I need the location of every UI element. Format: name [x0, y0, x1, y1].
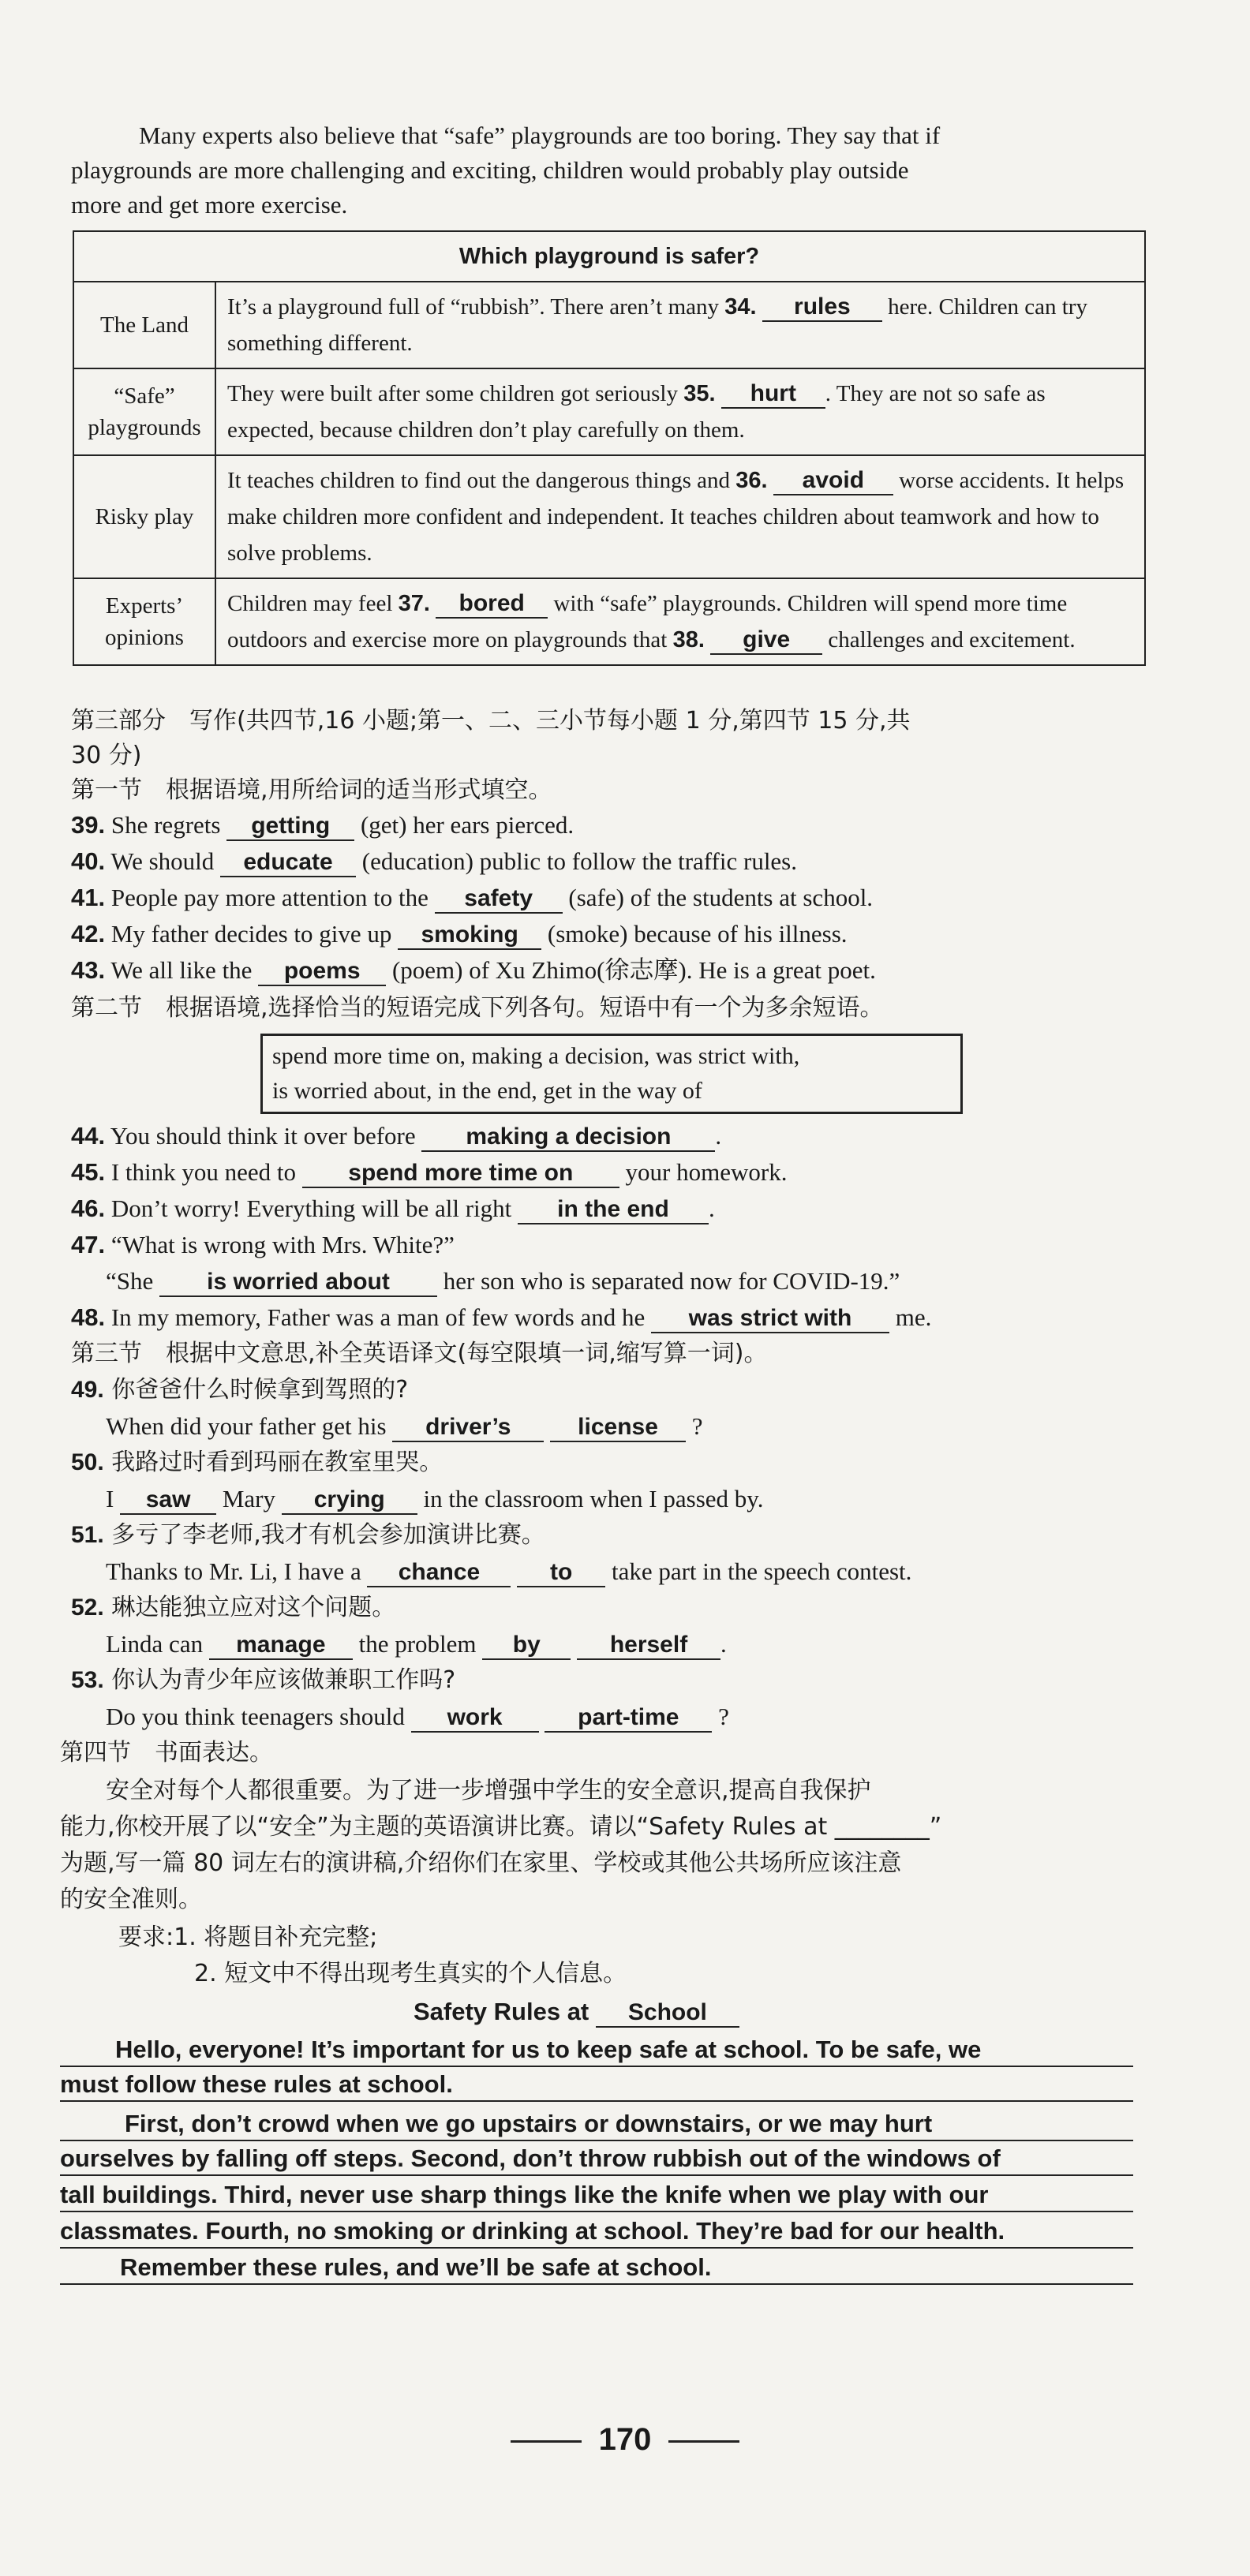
playground-table	[73, 230, 1146, 666]
row-content: It teaches children to find out the dangerous things and 36. avoid worse accidents. It helps make children more confident and independent. It teaches children about teamwork and how to solve problems.	[215, 455, 1145, 578]
intro-line-2: playgrounds are more challenging and exciting, children would probably play outside	[71, 156, 909, 184]
answer-50b[interactable]: crying	[282, 1486, 417, 1515]
answer-39[interactable]: getting	[226, 813, 354, 841]
answer-52c[interactable]: herself	[577, 1632, 720, 1660]
writing-prompt-3: 为题,写一篇 80 词左右的演讲稿,介绍你们在家里、学校或其他公共场所应该注意	[60, 1849, 902, 1877]
answer-51b[interactable]: to	[517, 1559, 605, 1587]
answer-40[interactable]: educate	[220, 849, 356, 877]
question-39: 39. She regrets getting (get) her ears pierced.	[71, 808, 1160, 843]
answer-42[interactable]: smoking	[398, 922, 541, 950]
answer-50a[interactable]: saw	[120, 1486, 216, 1515]
answer-43[interactable]: poems	[258, 958, 386, 986]
answer-41[interactable]: safety	[435, 885, 563, 914]
question-42: 42. My father decides to give up smoking (smoke) because of his illness.	[71, 917, 1160, 952]
intro-line-3: more and get more exercise.	[71, 191, 348, 219]
section-2-heading: 第二节 根据语境,选择恰当的短语完成下列各句。短语中有一个为多余短语。	[71, 994, 884, 1022]
question-51: Thanks to Mr. Li, I have a chance to take part in the speech contest.	[106, 1554, 1195, 1589]
table-row	[73, 455, 1145, 578]
row-content: It’s a playground full of “rubbish”. There aren’t many 34. rules here. Children can try something different.	[215, 282, 1145, 368]
answer-49a[interactable]: driver’s	[392, 1414, 544, 1442]
answer-45[interactable]: spend more time on	[302, 1160, 619, 1188]
part3-heading: 第三部分 写作(共四节,16 小题;第一、二、三小节每小题 1 分,第四节 15 分,共	[71, 707, 911, 735]
question-41: 41. People pay more attention to the safety (safe) of the students at school.	[71, 880, 1160, 915]
essay-line: classmates. Fourth, no smoking or drinking at school. They’re bad for our health.	[60, 2215, 1133, 2249]
answer-37[interactable]: bored	[436, 590, 548, 619]
page-number-dash-left	[511, 2440, 582, 2443]
row-label: Experts’ opinions	[73, 578, 215, 665]
row-content: They were built after some children got seriously 35. hurt . They are not so safe as expected, because children don’t play carefully on them.	[215, 368, 1145, 455]
answer-52a[interactable]: manage	[209, 1632, 353, 1660]
answer-46[interactable]: in the end	[518, 1196, 709, 1224]
answer-36[interactable]: avoid	[773, 467, 893, 495]
writing-requirement-1: 要求:1. 将题目补充完整;	[118, 1924, 378, 1951]
question-43: 43. We all like the poems (poem) of Xu Zhimo(徐志摩). He is a great poet.	[71, 953, 1160, 988]
answer-53a[interactable]: work	[411, 1704, 539, 1733]
question-44: 44. You should think it over before making a decision .	[71, 1119, 1160, 1153]
question-53: Do you think teenagers should work part-time ?	[106, 1699, 1195, 1734]
answer-34[interactable]: rules	[762, 293, 882, 322]
row-label: Risky play	[73, 455, 215, 578]
essay-title-answer[interactable]: School	[596, 1999, 739, 2028]
answer-48[interactable]: was strict with	[651, 1305, 889, 1333]
question-49-cn: 49. 你爸爸什么时候拿到驾照的?	[71, 1376, 409, 1404]
answer-38[interactable]: give	[710, 626, 822, 655]
essay-title: Safety Rules at School	[414, 1995, 1250, 2029]
phrase-box: spend more time on, making a decision, was strict with, is worried about, in the end, get in the way of	[260, 1034, 963, 1114]
question-47-reply: “She is worried about her son who is separated now for COVID-19.”	[106, 1264, 1195, 1299]
answer-35[interactable]: hurt	[721, 380, 825, 409]
essay-line: must follow these rules at school.	[60, 2069, 1133, 2102]
question-51-cn: 51. 多亏了李老师,我才有机会参加演讲比赛。	[71, 1521, 545, 1549]
answer-49b[interactable]: license	[550, 1414, 686, 1442]
essay-line: Hello, everyone! It’s important for us to keep safe at school. To be safe, we	[60, 2034, 1133, 2067]
question-46: 46. Don’t worry! Everything will be all right in the end .	[71, 1191, 1160, 1226]
intro-line-1: Many experts also believe that “safe” playgrounds are too boring. They say that if	[139, 122, 941, 149]
answer-52b[interactable]: by	[482, 1632, 571, 1660]
table-title: Which playground is safer?	[73, 231, 1145, 282]
row-label: “Safe” playgrounds	[73, 368, 215, 455]
essay-line: tall buildings. Third, never use sharp things like the knife when we play with our	[60, 2179, 1133, 2212]
table-row	[73, 368, 1145, 455]
answer-44[interactable]: making a decision	[421, 1123, 715, 1152]
question-49: When did your father get his driver’s license ?	[106, 1409, 1195, 1444]
question-52: Linda can manage the problem by herself .	[106, 1627, 1195, 1662]
answer-53b[interactable]: part-time	[545, 1704, 712, 1733]
question-53-cn: 53. 你认为青少年应该做兼职工作吗?	[71, 1666, 456, 1694]
row-label: The Land	[73, 282, 215, 368]
writing-prompt-4: 的安全准则。	[60, 1886, 202, 1913]
part3-heading-cont: 30 分)	[71, 742, 142, 769]
section-4-heading: 第四节 书面表达。	[60, 1739, 273, 1767]
question-47: 47. “What is wrong with Mrs. White?”	[71, 1231, 455, 1258]
page-number-dash-right	[668, 2440, 739, 2443]
essay-line: Remember these rules, and we’ll be safe at school.	[60, 2252, 1133, 2285]
table-row	[73, 282, 1145, 368]
answer-51a[interactable]: chance	[367, 1559, 511, 1587]
writing-requirement-2: 2. 短文中不得出现考生真实的个人信息。	[194, 1960, 627, 1987]
writing-prompt-2: 能力,你校开展了以“安全”为主题的英语演讲比赛。请以“Safety Rules at ________”	[60, 1813, 942, 1841]
question-45: 45. I think you need to spend more time on your homework.	[71, 1155, 1160, 1190]
essay-line: ourselves by falling off steps. Second, don’t throw rubbish out of the windows of	[60, 2143, 1133, 2176]
question-50-cn: 50. 我路过时看到玛丽在教室里哭。	[71, 1449, 443, 1476]
question-50: I saw Mary crying in the classroom when I passed by.	[106, 1482, 1195, 1516]
row-content: Children may feel 37. bored with “safe” playgrounds. Children will spend more time outdoors and exercise more on playgrounds that 38. give challenges and excitement.	[215, 578, 1145, 665]
question-52-cn: 52. 琳达能独立应对这个问题。	[71, 1594, 396, 1621]
page-number: 170	[0, 2422, 1250, 2458]
question-40: 40. We should educate (education) public to follow the traffic rules.	[71, 844, 1160, 879]
section-3-heading: 第三节 根据中文意思,补全英语译文(每空限填一词,缩写算一词)。	[71, 1340, 768, 1367]
table-row	[73, 578, 1145, 665]
section-1-heading: 第一节 根据语境,用所给词的适当形式填空。	[71, 776, 552, 804]
essay-line: First, don’t crowd when we go upstairs or downstairs, or we may hurt	[60, 2108, 1133, 2141]
answer-47[interactable]: is worried about	[159, 1269, 437, 1297]
question-48: 48. In my memory, Father was a man of few words and he was strict with me.	[71, 1300, 1160, 1335]
writing-prompt-1: 安全对每个人都很重要。为了进一步增强中学生的安全意识,提高自我保护	[106, 1777, 871, 1804]
